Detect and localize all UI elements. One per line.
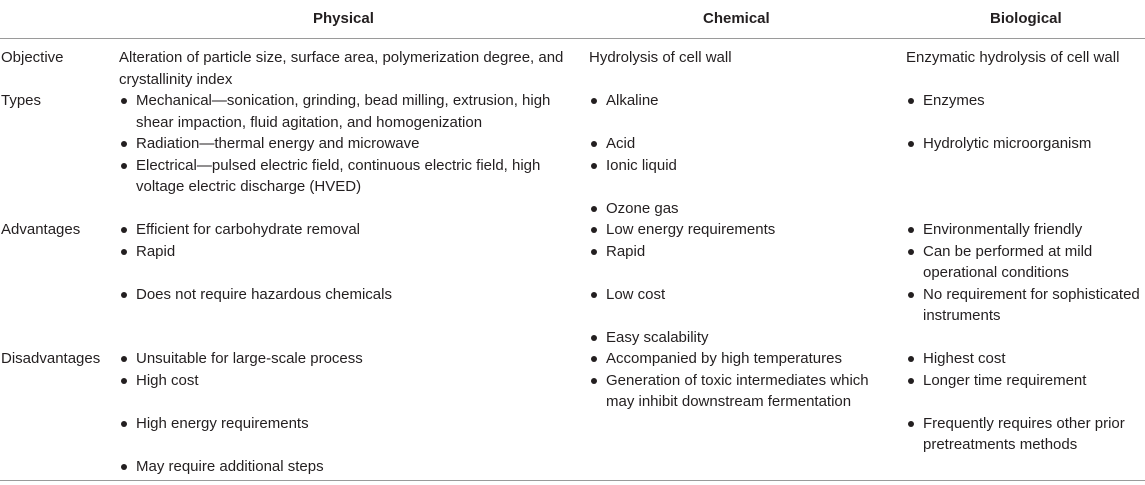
bullet-icon	[121, 98, 127, 104]
spacer	[119, 391, 569, 413]
list-item: Hydrolytic microorganism	[906, 133, 1145, 155]
list-item: High cost	[119, 370, 569, 392]
cell-types-biological	[906, 90, 1145, 155]
spacer	[589, 112, 889, 134]
list-item: Easy scalability	[589, 327, 889, 349]
bullet-icon	[908, 378, 914, 384]
bullet-icon	[591, 292, 597, 298]
bullet-icon	[908, 227, 914, 233]
bullet-icon	[591, 163, 597, 169]
list-item: Low energy requirements	[589, 219, 889, 241]
bullet-icon	[591, 206, 597, 212]
bullet-icon	[908, 421, 914, 427]
list-item: Ionic liquid	[589, 155, 889, 177]
bullet-icon	[591, 356, 597, 362]
cell-disadvantages-biological	[906, 348, 1145, 456]
bullet-icon	[591, 141, 597, 147]
bullet-icon	[591, 227, 597, 233]
spacer	[906, 112, 1145, 134]
cell-advantages-biological	[906, 219, 1145, 327]
objective-physical-text: Alteration of particle size, surface area, polymerization degree, and crystallinity index	[119, 49, 564, 88]
list-item: No requirement for sophisticated instruments	[906, 284, 1145, 327]
bullet-icon	[121, 292, 127, 298]
bullet-icon	[121, 249, 127, 255]
bullet-icon	[908, 292, 914, 298]
bullet-icon	[121, 356, 127, 362]
bullet-icon	[908, 141, 914, 147]
cell-disadvantages-chemical	[589, 348, 889, 413]
list-item: Does not require hazardous chemicals	[119, 284, 569, 306]
list-item: Rapid	[119, 241, 569, 263]
bullet-icon	[591, 98, 597, 104]
row-label-objective: Objective	[1, 49, 64, 66]
list-item: Can be performed at mild operational conditions	[906, 241, 1145, 284]
list-item: Radiation—thermal energy and microwave	[119, 133, 569, 155]
list-item: Accompanied by high temperatures	[589, 348, 889, 370]
objective-biological-text: Enzymatic hydrolysis of cell wall	[906, 49, 1120, 66]
column-header-chemical: Chemical	[703, 10, 770, 27]
list-item: Mechanical—sonication, grinding, bead milling, extrusion, high shear impaction, fluid agitation, and homogenization	[119, 90, 569, 133]
bullet-icon	[591, 378, 597, 384]
list-item: Electrical—pulsed electric field, continuous electric field, high voltage electric discharge (HVED)	[119, 155, 569, 198]
spacer	[589, 305, 889, 327]
bullet-icon	[908, 98, 914, 104]
list-item: Low cost	[589, 284, 889, 306]
column-header-physical: Physical	[313, 10, 374, 27]
cell-objective-chemical	[589, 47, 889, 69]
list-item: Longer time requirement	[906, 370, 1145, 392]
bullet-icon	[121, 464, 127, 470]
list-item: Acid	[589, 133, 889, 155]
list-item: Highest cost	[906, 348, 1145, 370]
list-item: Ozone gas	[589, 198, 889, 220]
bullet-icon	[908, 356, 914, 362]
list-item: Rapid	[589, 241, 889, 263]
bullet-icon	[121, 378, 127, 384]
spacer	[119, 434, 569, 456]
cell-objective-biological	[906, 47, 1145, 69]
list-item: Frequently requires other prior pretreatments methods	[906, 413, 1145, 456]
list-item: May require additional steps	[119, 456, 569, 478]
row-label-advantages: Advantages	[1, 221, 81, 238]
spacer	[589, 262, 889, 284]
list-item: Unsuitable for large-scale process	[119, 348, 569, 370]
bullet-icon	[121, 163, 127, 169]
spacer	[906, 391, 1145, 413]
column-header-biological: Biological	[990, 10, 1062, 27]
bullet-icon	[121, 421, 127, 427]
list-item: Efficient for carbohydrate removal	[119, 219, 569, 241]
list-item: Alkaline	[589, 90, 889, 112]
list-item: Generation of toxic intermediates which may inhibit downstream fermentation	[589, 370, 889, 413]
spacer	[119, 262, 569, 284]
bullet-icon	[121, 227, 127, 233]
table-bottom-rule	[0, 480, 1145, 481]
bullet-icon	[591, 335, 597, 341]
objective-chemical-text: Hydrolysis of cell wall	[589, 49, 732, 66]
cell-types-chemical	[589, 90, 889, 219]
row-label-disadvantages: Disadvantages	[1, 350, 101, 367]
table-header-row	[0, 0, 1145, 39]
row-label-types: Types	[1, 92, 42, 109]
cell-advantages-physical	[119, 219, 569, 305]
spacer	[589, 176, 889, 198]
bullet-icon	[908, 249, 914, 255]
list-item: High energy requirements	[119, 413, 569, 435]
list-item: Environmentally friendly	[906, 219, 1145, 241]
list-item: Enzymes	[906, 90, 1145, 112]
cell-types-physical	[119, 90, 569, 198]
cell-advantages-chemical	[589, 219, 889, 348]
cell-disadvantages-physical	[119, 348, 569, 477]
cell-objective-physical	[119, 47, 569, 90]
bullet-icon	[591, 249, 597, 255]
bullet-icon	[121, 141, 127, 147]
